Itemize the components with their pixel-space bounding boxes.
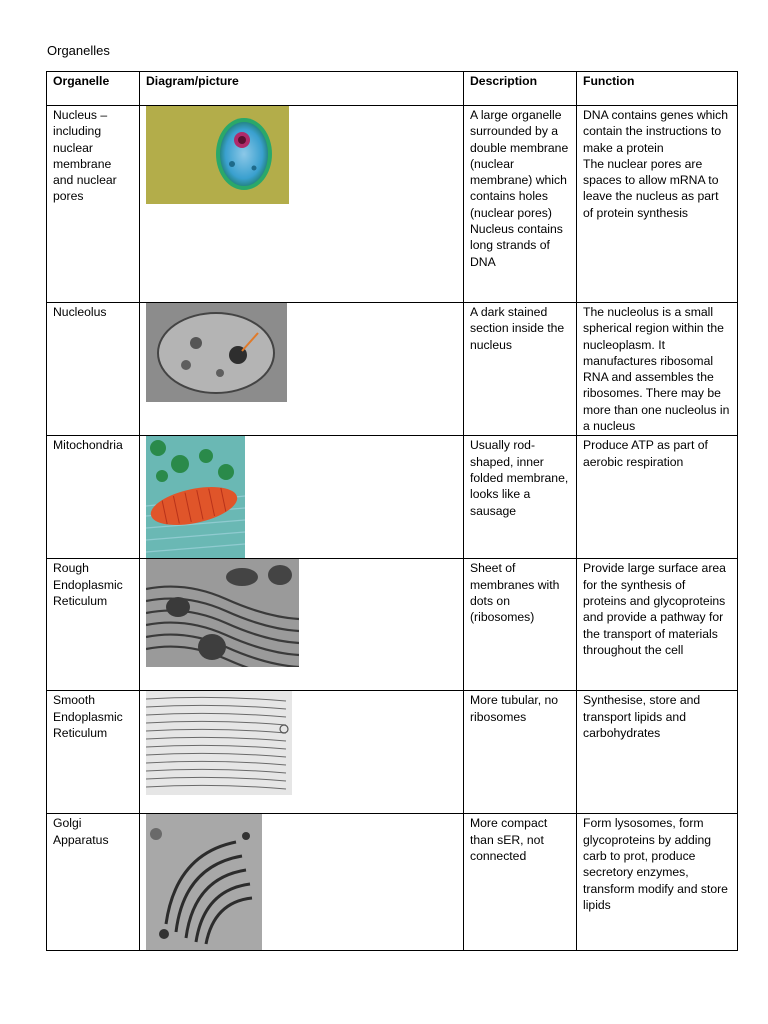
organelle-description: Usually rod-shaped, inner folded membrane, looks like a sausage [464,436,577,559]
header-function: Function [577,72,738,106]
rough-er-micrograph [146,559,299,667]
golgi-micrograph [146,814,262,950]
organelle-name: Rough Endoplasmic Reticulum [47,559,140,691]
table-row [47,436,738,559]
organelle-description: A dark stained section inside the nucleus [464,303,577,436]
organelle-name: Smooth Endoplasmic Reticulum [47,691,140,814]
table-row [47,814,738,951]
nucleolus-micrograph [146,303,287,402]
organelle-function: The nucleolus is a small spherical region within the nucleoplasm. It manufactures ribosomal RNA and assembles the ribosomes. There may be more than one nucleolus in a nucleus [577,303,738,436]
header-organelle: Organelle [47,72,140,106]
table-header-row [47,72,738,106]
diagram-cell [140,303,464,436]
diagram-cell [140,106,464,303]
organelle-description: A large organelle surrounded by a double membrane (nuclear membrane) which contains holes (nuclear pores) Nucleus contains long strands of DNA [464,106,577,303]
document-title: Organelles [47,43,110,58]
organelle-function: Synthesise, store and transport lipids and carbohydrates [577,691,738,814]
organelle-description: More tubular, no ribosomes [464,691,577,814]
header-diagram: Diagram/picture [140,72,464,106]
organelle-description: More compact than sER, not connected [464,814,577,951]
header-description: Description [464,72,577,106]
organelle-name: Nucleolus [47,303,140,436]
nucleus-micrograph [146,106,289,204]
table-row [47,559,738,691]
organelle-name: Golgi Apparatus [47,814,140,951]
table-row [47,303,738,436]
table-row [47,691,738,814]
organelles-table [46,71,738,951]
smooth-er-micrograph [146,691,292,795]
organelle-name: Nucleus – including nuclear membrane and nuclear pores [47,106,140,303]
table-row [47,106,738,303]
organelle-description: Sheet of membranes with dots on (ribosomes) [464,559,577,691]
diagram-cell [140,814,464,951]
organelle-function: Produce ATP as part of aerobic respiration [577,436,738,559]
diagram-cell [140,691,464,814]
diagram-cell [140,436,464,559]
organelle-function: Provide large surface area for the synthesis of proteins and glycoproteins and provide a pathway for the transport of materials throughout the cell [577,559,738,691]
mitochondria-micrograph [146,436,245,558]
organelle-function: DNA contains genes which contain the instructions to make a protein The nuclear pores are spaces to allow mRNA to leave the nucleus as part of protein synthesis [577,106,738,303]
diagram-cell [140,559,464,691]
organelle-function: Form lysosomes, form glycoproteins by adding carb to prot, produce secretory enzymes, transform modify and store lipids [577,814,738,951]
organelle-name: Mitochondria [47,436,140,559]
